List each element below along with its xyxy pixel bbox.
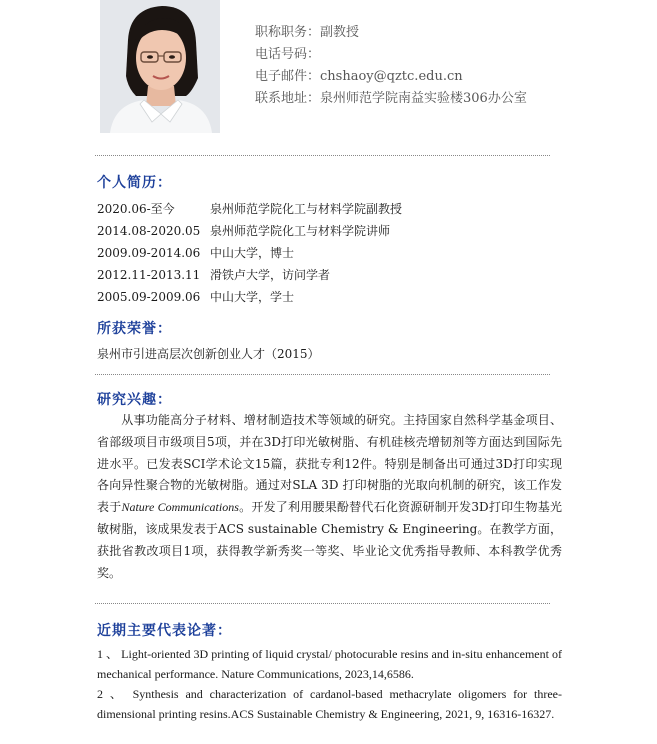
divider-2 — [95, 374, 550, 375]
resume-item — [97, 220, 390, 242]
honor-item: 泉州市引进高层次创新创业人才（2015） — [97, 347, 320, 361]
address-value: 泉州师范学院南益实验楼306办公室 — [320, 91, 527, 106]
email-label: 电子邮件： — [255, 69, 321, 84]
resume-date: 2014.08-2020.05 — [97, 224, 201, 238]
phone-label: 电话号码： — [255, 47, 321, 62]
resume-date: 2009.09-2014.06 — [97, 246, 201, 260]
resume-desc: 中山大学，学士 — [210, 290, 295, 304]
publications-heading: 近期主要代表论著： — [97, 623, 232, 639]
research-text-part2: 。开发了利用腰果酚替代石化资源研制开发3D打印生物基光敏树脂，该成果发表于ACS sustainable Chemistry & Engineering。在教学方面，获批省教改项目1项，获得教学新秀奖一等奖、毕业论文优秀指导教师、本科教学优秀奖。 — [97, 500, 562, 580]
resume-item — [97, 198, 402, 220]
resume-heading: 个人简历： — [97, 175, 172, 191]
contact-info — [255, 22, 527, 110]
honors-heading: 所获荣誉： — [97, 321, 172, 337]
research-text-part1: 从事功能高分子材料、增材制造技术等领域的研究。主持国家自然科学基金项目、省部级项目市级项目5项，并在3D打印光敏树脂、有机硅核壳增韧剂等方面达到国际先进水平。已发表SCI学术论文15篇，获批专利12件。特别是制备出可通过3D打印实现各向异性聚合物的光敏树脂。通过对SLA 3D 打印树脂的光取向机制的研究，该工作发表于 — [97, 413, 562, 515]
resume-date: 2020.06-至今 — [97, 202, 175, 216]
journal-name: Nature Communications — [121, 500, 239, 515]
resume-item — [97, 286, 294, 308]
title-row — [255, 22, 527, 44]
divider-1 — [95, 155, 550, 156]
resume-date: 2012.11-2013.11 — [97, 268, 201, 282]
research-paragraph — [97, 410, 562, 584]
title-label: 职称职务： — [255, 25, 321, 40]
resume-item — [97, 242, 294, 264]
resume-desc: 中山大学，博士 — [210, 246, 295, 260]
email-value[interactable]: chshaoy@qztc.edu.cn — [320, 69, 463, 84]
resume-desc: 泉州师范学院化工与材料学院副教授 — [210, 202, 403, 216]
publication-list — [97, 644, 562, 724]
resume-date: 2005.09-2009.06 — [97, 290, 201, 304]
publication-item: 2 、 Synthesis and characterization of cardanol-based methacrylate oligomers for three-dimensional printing resins.ACS Sustainable Chemistry & Engineering, 2021, 9, 16316-16327. — [97, 687, 562, 721]
address-row — [255, 88, 527, 110]
divider-3 — [95, 603, 550, 604]
portrait-illustration — [100, 0, 220, 133]
resume-desc: 泉州师范学院化工与材料学院讲师 — [210, 224, 391, 238]
profile-photo — [100, 0, 220, 133]
research-heading: 研究兴趣： — [97, 392, 172, 408]
address-label: 联系地址： — [255, 91, 321, 106]
resume-desc: 滑铁卢大学，访问学者 — [210, 268, 331, 282]
email-row — [255, 66, 527, 88]
publication-item: 1 、 Light-oriented 3D printing of liquid crystal/ photocurable resins and in-situ enhancement of mechanical performance. Nature Communications, 2023,14,6586. — [97, 647, 562, 681]
phone-row — [255, 44, 527, 66]
title-value: 副教授 — [320, 25, 360, 40]
resume-item — [97, 264, 330, 286]
